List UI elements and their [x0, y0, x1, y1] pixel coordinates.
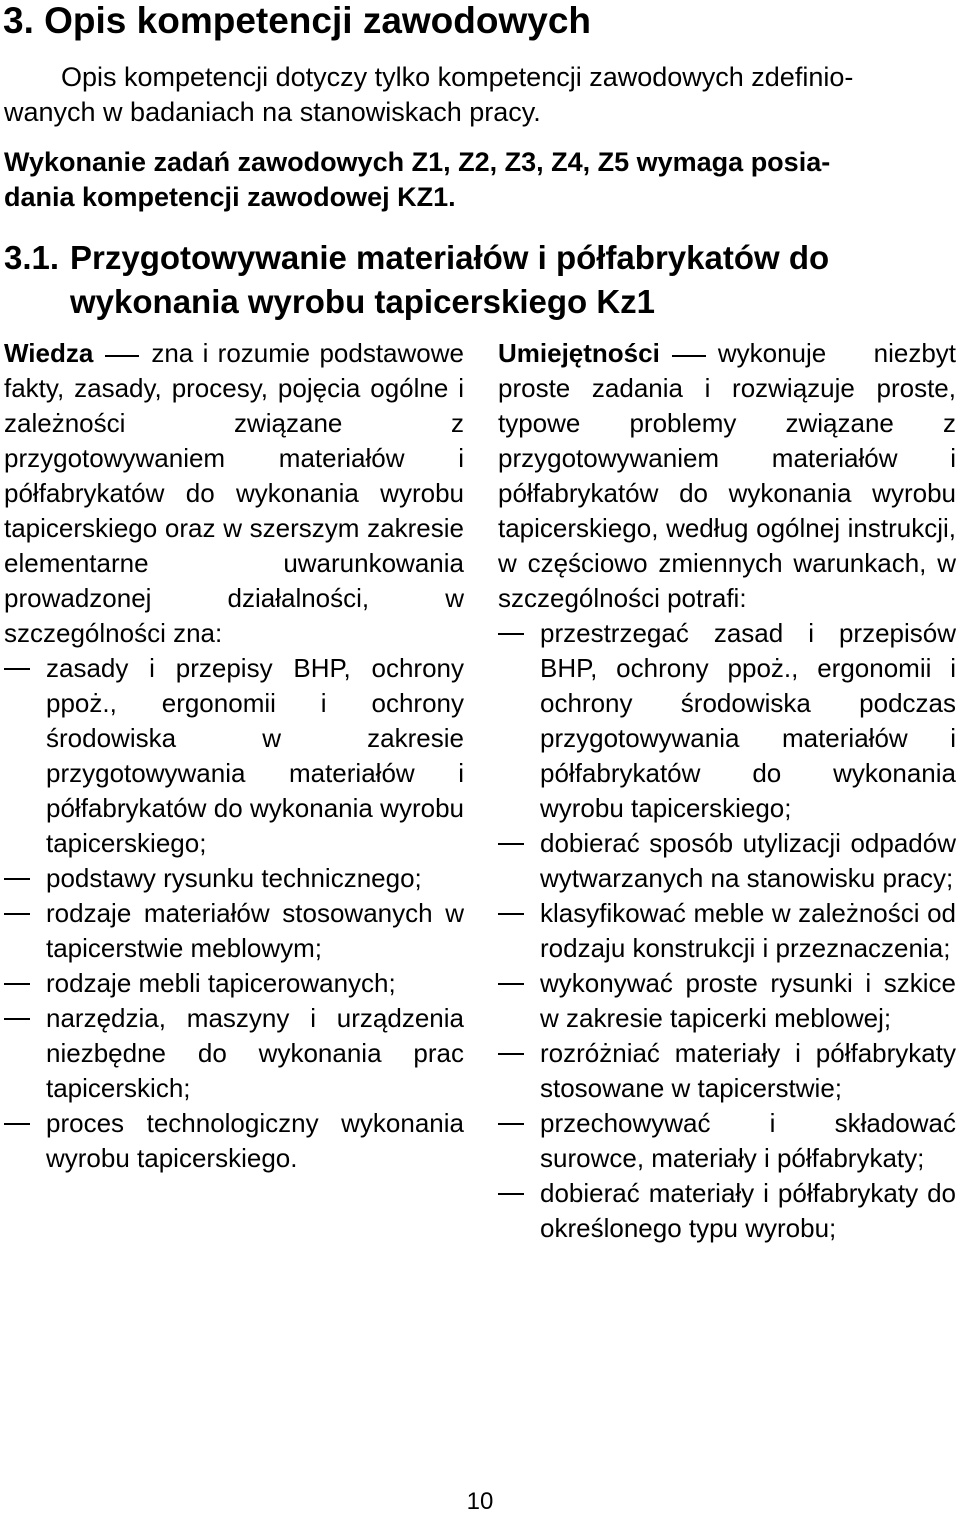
- dash-bullet-icon: [4, 913, 30, 915]
- list-item: proces technologiczny wykonania wyrobu tapicerskiego.: [4, 1106, 464, 1176]
- requirement-paragraph: [4, 145, 956, 215]
- subsection-number: 3.1.: [4, 239, 60, 276]
- skills-intro-text: wykonuje niezbyt proste zadania i rozwiązuje proste, typowe problemy związane z przygotowywaniem materiałów i półfabrykatów do wykonania wyrobu tapicerskiego, według ogólnej instrukcji, w częściowo zmiennych warunkach, w szczególności potrafi:: [498, 338, 956, 613]
- dash-bullet-icon: [498, 1193, 524, 1195]
- skills-label: Umiejętności: [498, 338, 660, 368]
- dash-bullet-icon: [498, 913, 524, 915]
- list-item: zasady i przepisy BHP, ochrony ppoż., ergonomii i ochrony środowiska w zakresie przygotowywania materiałów i półfabrykatów do wykonania wyrobu tapicerskiego;: [4, 651, 464, 861]
- list-item: rodzaje mebli tapicerowanych;: [4, 966, 464, 1001]
- list-item: przechowywać i składować surowce, materiały i półfabrykaty;: [498, 1106, 956, 1176]
- skills-list: [498, 616, 956, 1246]
- requirement-line-1: Wykonanie zadań zawodowych Z1, Z2, Z3, Z4, Z5 wymaga posia-: [4, 147, 831, 177]
- list-item: narzędzia, maszyny i urządzenia niezbędne do wykonania prac tapicerskich;: [4, 1001, 464, 1106]
- skills-column: [498, 336, 956, 1246]
- list-item: rozróżniać materiały i półfabrykaty stosowane w tapicerstwie;: [498, 1036, 956, 1106]
- knowledge-label: Wiedza: [4, 338, 94, 368]
- requirement-line-2: dania kompetencji zawodowej KZ1.: [4, 182, 456, 212]
- list-item: przestrzegać zasad i przepisów BHP, ochrony ppoż., ergonomii i ochrony środowiska podczas przygotowywania materiałów i półfabrykatów do wykonania wyrobu tapicerskiego;: [498, 616, 956, 826]
- intro-line-2: wanych w badaniach na stanowiskach pracy.: [4, 97, 541, 127]
- dash-bullet-icon: [498, 1123, 524, 1125]
- knowledge-list: [4, 651, 464, 1176]
- dash-bullet-icon: [498, 1053, 524, 1055]
- dash-bullet-icon: [498, 983, 524, 985]
- intro-line-1: Opis kompetencji dotyczy tylko kompetencji zawodowych zdefinio-: [61, 62, 854, 92]
- list-item: rodzaje materiałów stosowanych w tapicerstwie meblowym;: [4, 896, 464, 966]
- dash-icon: [93, 355, 151, 356]
- page-number: 10: [466, 1488, 494, 1515]
- dash-icon: [660, 355, 718, 356]
- list-item: dobierać sposób utylizacji odpadów wytwarzanych na stanowisku pracy;: [498, 826, 956, 896]
- list-item: podstawy rysunku technicznego;: [4, 861, 464, 896]
- dash-bullet-icon: [4, 983, 30, 985]
- subsection-title-line-1: Przygotowywanie materiałów i półfabrykatów do: [70, 239, 830, 276]
- section-title: 3. Opis kompetencji zawodowych: [3, 0, 592, 41]
- subsection-title-line-2: wykonania wyrobu tapicerskiego Kz1: [70, 283, 656, 320]
- dash-bullet-icon: [4, 1123, 30, 1125]
- dash-bullet-icon: [4, 878, 30, 880]
- knowledge-intro: [4, 336, 464, 651]
- list-item: wykonywać proste rysunki i szkice w zakresie tapicerki meblowej;: [498, 966, 956, 1036]
- dash-bullet-icon: [498, 633, 524, 635]
- list-item: dobierać materiały i półfabrykaty do określonego typu wyrobu;: [498, 1176, 956, 1246]
- skills-intro: [498, 336, 956, 616]
- knowledge-intro-text: zna i rozumie podstawowe fakty, zasady, procesy, pojęcia ogólne i zależności związane z przygotowywaniem materiałów i półfabrykatów do wykonania wyrobu tapicerskiego oraz w szerszym zakresie elementarne uwarunkowania prowadzonej działalności, w szczególności zna:: [4, 338, 464, 648]
- dash-bullet-icon: [4, 1018, 30, 1020]
- dash-bullet-icon: [4, 668, 30, 670]
- subsection-heading: [4, 236, 956, 324]
- dash-bullet-icon: [498, 843, 524, 845]
- knowledge-column: [4, 336, 464, 1176]
- list-item: klasyfikować meble w zależności od rodzaju konstrukcji i przeznaczenia;: [498, 896, 956, 966]
- intro-paragraph: [4, 60, 956, 130]
